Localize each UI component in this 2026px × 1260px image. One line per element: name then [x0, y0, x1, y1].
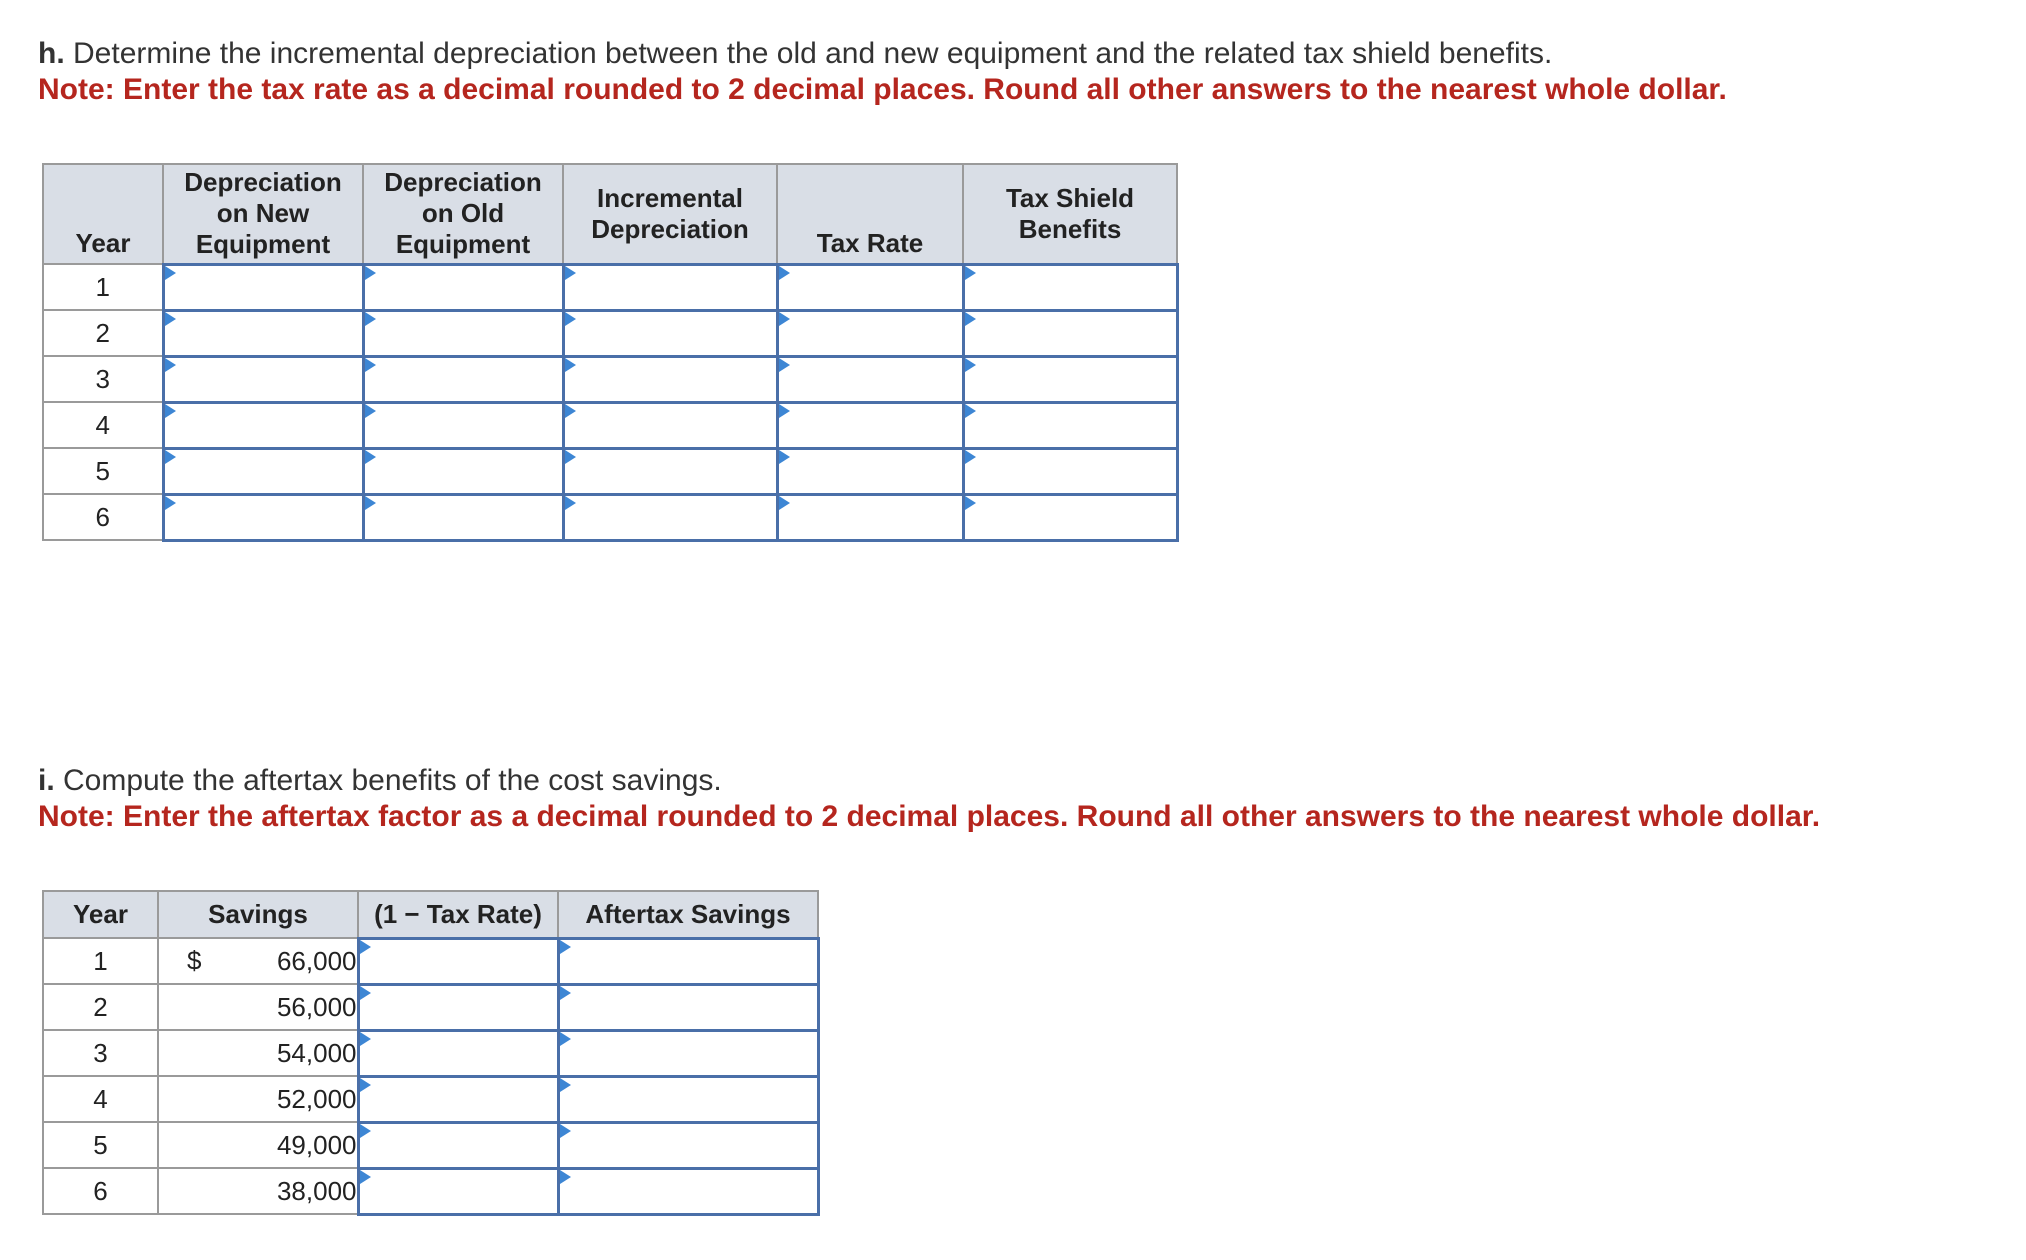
aftertax-savings-input[interactable]: [558, 1030, 818, 1076]
year-cell: 4: [43, 1076, 158, 1122]
table-row: [43, 1122, 818, 1168]
section-h-note: Note: Enter the tax rate as a decimal rounded to 2 decimal places. Round all other answers to the nearest whole dollar.: [38, 73, 1727, 106]
table-row: [43, 984, 818, 1030]
table-row: [43, 1030, 818, 1076]
section-h-label: h.: [38, 37, 65, 70]
header-incremental-depreciation: Incremental Depreciation: [563, 164, 777, 264]
incremental-depreciation-input[interactable]: [563, 310, 777, 356]
aftertax-savings-input[interactable]: [558, 1168, 818, 1214]
depreciation-new-input[interactable]: [163, 356, 363, 402]
incremental-depreciation-input[interactable]: [563, 494, 777, 540]
tax-rate-input[interactable]: [777, 494, 963, 540]
savings-value: 66,000: [276, 945, 357, 976]
savings-cell: [158, 1076, 358, 1122]
savings-cell: [158, 1030, 358, 1076]
year-cell: 6: [43, 1168, 158, 1214]
year-cell: 1: [43, 938, 158, 984]
year-cell: 5: [43, 448, 163, 494]
header-year: Year: [43, 891, 158, 938]
year-cell: 4: [43, 402, 163, 448]
depreciation-new-input[interactable]: [163, 494, 363, 540]
depreciation-new-input[interactable]: [163, 402, 363, 448]
table-row: [43, 1168, 818, 1214]
section-h-question-text: Determine the incremental depreciation between the old and new equipment and the related tax shield benefits.: [73, 37, 1553, 70]
aftertax-table: [42, 890, 820, 1216]
section-i-question: [38, 763, 1820, 799]
depreciation-old-input[interactable]: [363, 448, 563, 494]
aftertax-savings-input[interactable]: [558, 938, 818, 984]
tax-factor-input[interactable]: [358, 1030, 558, 1076]
tax-rate-input[interactable]: [777, 264, 963, 310]
tax-shield-input[interactable]: [963, 264, 1177, 310]
section-h-question: [38, 36, 1727, 72]
table-row: [43, 448, 1177, 494]
year-cell: 3: [43, 1030, 158, 1076]
header-depreciation-old: Depreciation on Old Equipment: [363, 164, 563, 264]
currency-symbol: $: [187, 945, 202, 976]
depreciation-table: [42, 163, 1179, 542]
header-year: Year: [43, 164, 163, 264]
table-row: [43, 264, 1177, 310]
tax-shield-input[interactable]: [963, 356, 1177, 402]
savings-value: 38,000: [276, 1175, 357, 1206]
tax-shield-input[interactable]: [963, 494, 1177, 540]
depreciation-header-row: [43, 164, 1177, 264]
header-tax-shield-benefits: Tax Shield Benefits: [963, 164, 1177, 264]
table-row: [43, 938, 818, 984]
depreciation-old-input[interactable]: [363, 310, 563, 356]
savings-value: 49,000: [276, 1129, 357, 1160]
tax-factor-input[interactable]: [358, 1076, 558, 1122]
section-i-question-text: Compute the aftertax benefits of the cost savings.: [63, 764, 722, 797]
savings-cell: [158, 1168, 358, 1214]
savings-cell: [158, 938, 358, 984]
tax-factor-input[interactable]: [358, 938, 558, 984]
incremental-depreciation-input[interactable]: [563, 448, 777, 494]
aftertax-header-row: [43, 891, 818, 938]
savings-cell: [158, 984, 358, 1030]
incremental-depreciation-input[interactable]: [563, 402, 777, 448]
tax-shield-input[interactable]: [963, 402, 1177, 448]
tax-rate-input[interactable]: [777, 402, 963, 448]
savings-value: 52,000: [276, 1083, 357, 1114]
section-i-prompt: [38, 763, 1820, 835]
table-row: [43, 494, 1177, 540]
table-row: [43, 402, 1177, 448]
header-tax-factor: (1 − Tax Rate): [358, 891, 558, 938]
depreciation-new-input[interactable]: [163, 310, 363, 356]
year-cell: 3: [43, 356, 163, 402]
section-h-prompt: [38, 36, 1727, 108]
header-tax-rate: Tax Rate: [777, 164, 963, 264]
savings-cell: [158, 1122, 358, 1168]
savings-value: 56,000: [276, 991, 357, 1022]
year-cell: 2: [43, 310, 163, 356]
depreciation-new-input[interactable]: [163, 264, 363, 310]
tax-shield-input[interactable]: [963, 448, 1177, 494]
tax-factor-input[interactable]: [358, 1168, 558, 1214]
year-cell: 2: [43, 984, 158, 1030]
section-i-note: Note: Enter the aftertax factor as a decimal rounded to 2 decimal places. Round all other answers to the nearest whole dollar.: [38, 800, 1821, 833]
year-cell: 6: [43, 494, 163, 540]
incremental-depreciation-input[interactable]: [563, 356, 777, 402]
aftertax-savings-input[interactable]: [558, 1122, 818, 1168]
aftertax-savings-input[interactable]: [558, 1076, 818, 1122]
depreciation-body: [43, 264, 1177, 540]
year-cell: 5: [43, 1122, 158, 1168]
depreciation-old-input[interactable]: [363, 494, 563, 540]
tax-factor-input[interactable]: [358, 1122, 558, 1168]
tax-rate-input[interactable]: [777, 310, 963, 356]
tax-shield-input[interactable]: [963, 310, 1177, 356]
header-savings: Savings: [158, 891, 358, 938]
tax-factor-input[interactable]: [358, 984, 558, 1030]
header-depreciation-new: Depreciation on New Equipment: [163, 164, 363, 264]
depreciation-new-input[interactable]: [163, 448, 363, 494]
incremental-depreciation-input[interactable]: [563, 264, 777, 310]
depreciation-old-input[interactable]: [363, 264, 563, 310]
table-row: [43, 1076, 818, 1122]
tax-rate-input[interactable]: [777, 356, 963, 402]
aftertax-savings-input[interactable]: [558, 984, 818, 1030]
table-row: [43, 310, 1177, 356]
tax-rate-input[interactable]: [777, 448, 963, 494]
depreciation-old-input[interactable]: [363, 356, 563, 402]
header-aftertax-savings: Aftertax Savings: [558, 891, 818, 938]
table-row: [43, 356, 1177, 402]
year-cell: 1: [43, 264, 163, 310]
section-i-label: i.: [38, 764, 55, 797]
depreciation-old-input[interactable]: [363, 402, 563, 448]
savings-value: 54,000: [276, 1037, 357, 1068]
